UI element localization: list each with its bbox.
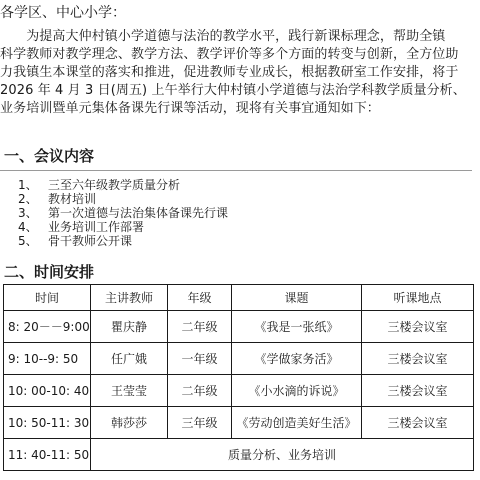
cell-time: 10: 00-10: 40 — [4, 375, 91, 407]
column-header-teacher: 主讲教师 — [91, 285, 168, 311]
cell-grade: 二年级 — [168, 375, 232, 407]
intro-line: 业务培训暨单元集体备课先行课等活动，现将有关事宜通知如下： — [0, 101, 380, 116]
schedule-table — [3, 284, 474, 471]
intro-line: 力我镇生本课堂的落实和推进，促进教师专业成长，根据教研室工作安排，将于 — [0, 65, 459, 80]
greeting: 各学区、中心小学： — [0, 5, 126, 21]
list-item-text: 骨干教师公开课 — [48, 234, 133, 248]
column-header-place: 听课地点 — [362, 285, 474, 311]
cell-grade: 三年级 — [168, 407, 232, 439]
list-item — [18, 207, 228, 220]
list-item — [18, 235, 132, 248]
cell-topic: 《学做家务活》 — [232, 343, 362, 375]
table-row — [4, 311, 474, 343]
section-title-meeting-content: 一、会议内容 — [4, 147, 95, 165]
intro-line: 为提高大仲村镇小学道德与法治的教学水平，践行新课标理念，帮助全镇 — [0, 29, 446, 44]
cell-topic: 《小水滴的诉说》 — [232, 375, 362, 407]
list-item-number: 3、 — [18, 206, 38, 220]
column-header-grade: 年级 — [168, 285, 232, 311]
list-item — [18, 179, 180, 192]
cell-time: 10: 50-11: 30 — [4, 407, 91, 439]
cell-time: 11: 40-11: 50 — [4, 439, 91, 471]
cell-teacher: 韩莎莎 — [91, 407, 168, 439]
list-item-number: 5、 — [18, 234, 38, 248]
section-title-schedule: 二、时间安排 — [4, 263, 95, 281]
cell-grade: 一年级 — [168, 343, 232, 375]
cell-topic: 《劳动创造美好生活》 — [232, 407, 362, 439]
section-divider — [0, 170, 472, 171]
table-row — [4, 407, 474, 439]
list-item-text: 教材培训 — [48, 192, 97, 206]
list-item — [18, 221, 144, 234]
list-item — [18, 193, 96, 206]
cell-place: 三楼会议室 — [362, 343, 474, 375]
table-row — [4, 343, 474, 375]
cell-teacher: 任广娥 — [91, 343, 168, 375]
cell-teacher: 瞿庆静 — [91, 311, 168, 343]
cell-merged-content: 质量分析、业务培训 — [91, 439, 474, 471]
cell-time: 8: 20－－9:00 — [4, 311, 91, 343]
cell-grade: 二年级 — [168, 311, 232, 343]
table-header-row — [4, 285, 474, 311]
list-item-text: 第一次道德与法治集体备课先行课 — [48, 206, 229, 220]
intro-line: 科学教师对教学理念、教学方法、教学评价等多个方面的转变与创新，全方位助 — [0, 47, 459, 62]
list-item-number: 2、 — [18, 192, 38, 206]
cell-place: 三楼会议室 — [362, 375, 474, 407]
cell-place: 三楼会议室 — [362, 407, 474, 439]
intro-line: 2026 年 4 月 3 日(周五) 上午举行大仲村镇小学道德与法治学科教学质量分析、 — [0, 83, 466, 98]
cell-place: 三楼会议室 — [362, 311, 474, 343]
cell-time: 9: 10--9: 50 — [4, 343, 91, 375]
table-row — [4, 375, 474, 407]
column-header-topic: 课题 — [232, 285, 362, 311]
cell-topic: 《我是一张纸》 — [232, 311, 362, 343]
list-item-text: 业务培训工作部署 — [48, 220, 145, 234]
cell-teacher: 王莹莹 — [91, 375, 168, 407]
list-item-number: 1、 — [18, 178, 38, 192]
table-row-last — [4, 439, 474, 471]
list-item-text: 三至六年级教学质量分析 — [48, 178, 181, 192]
column-header-time: 时间 — [4, 285, 91, 311]
list-item-number: 4、 — [18, 220, 38, 234]
